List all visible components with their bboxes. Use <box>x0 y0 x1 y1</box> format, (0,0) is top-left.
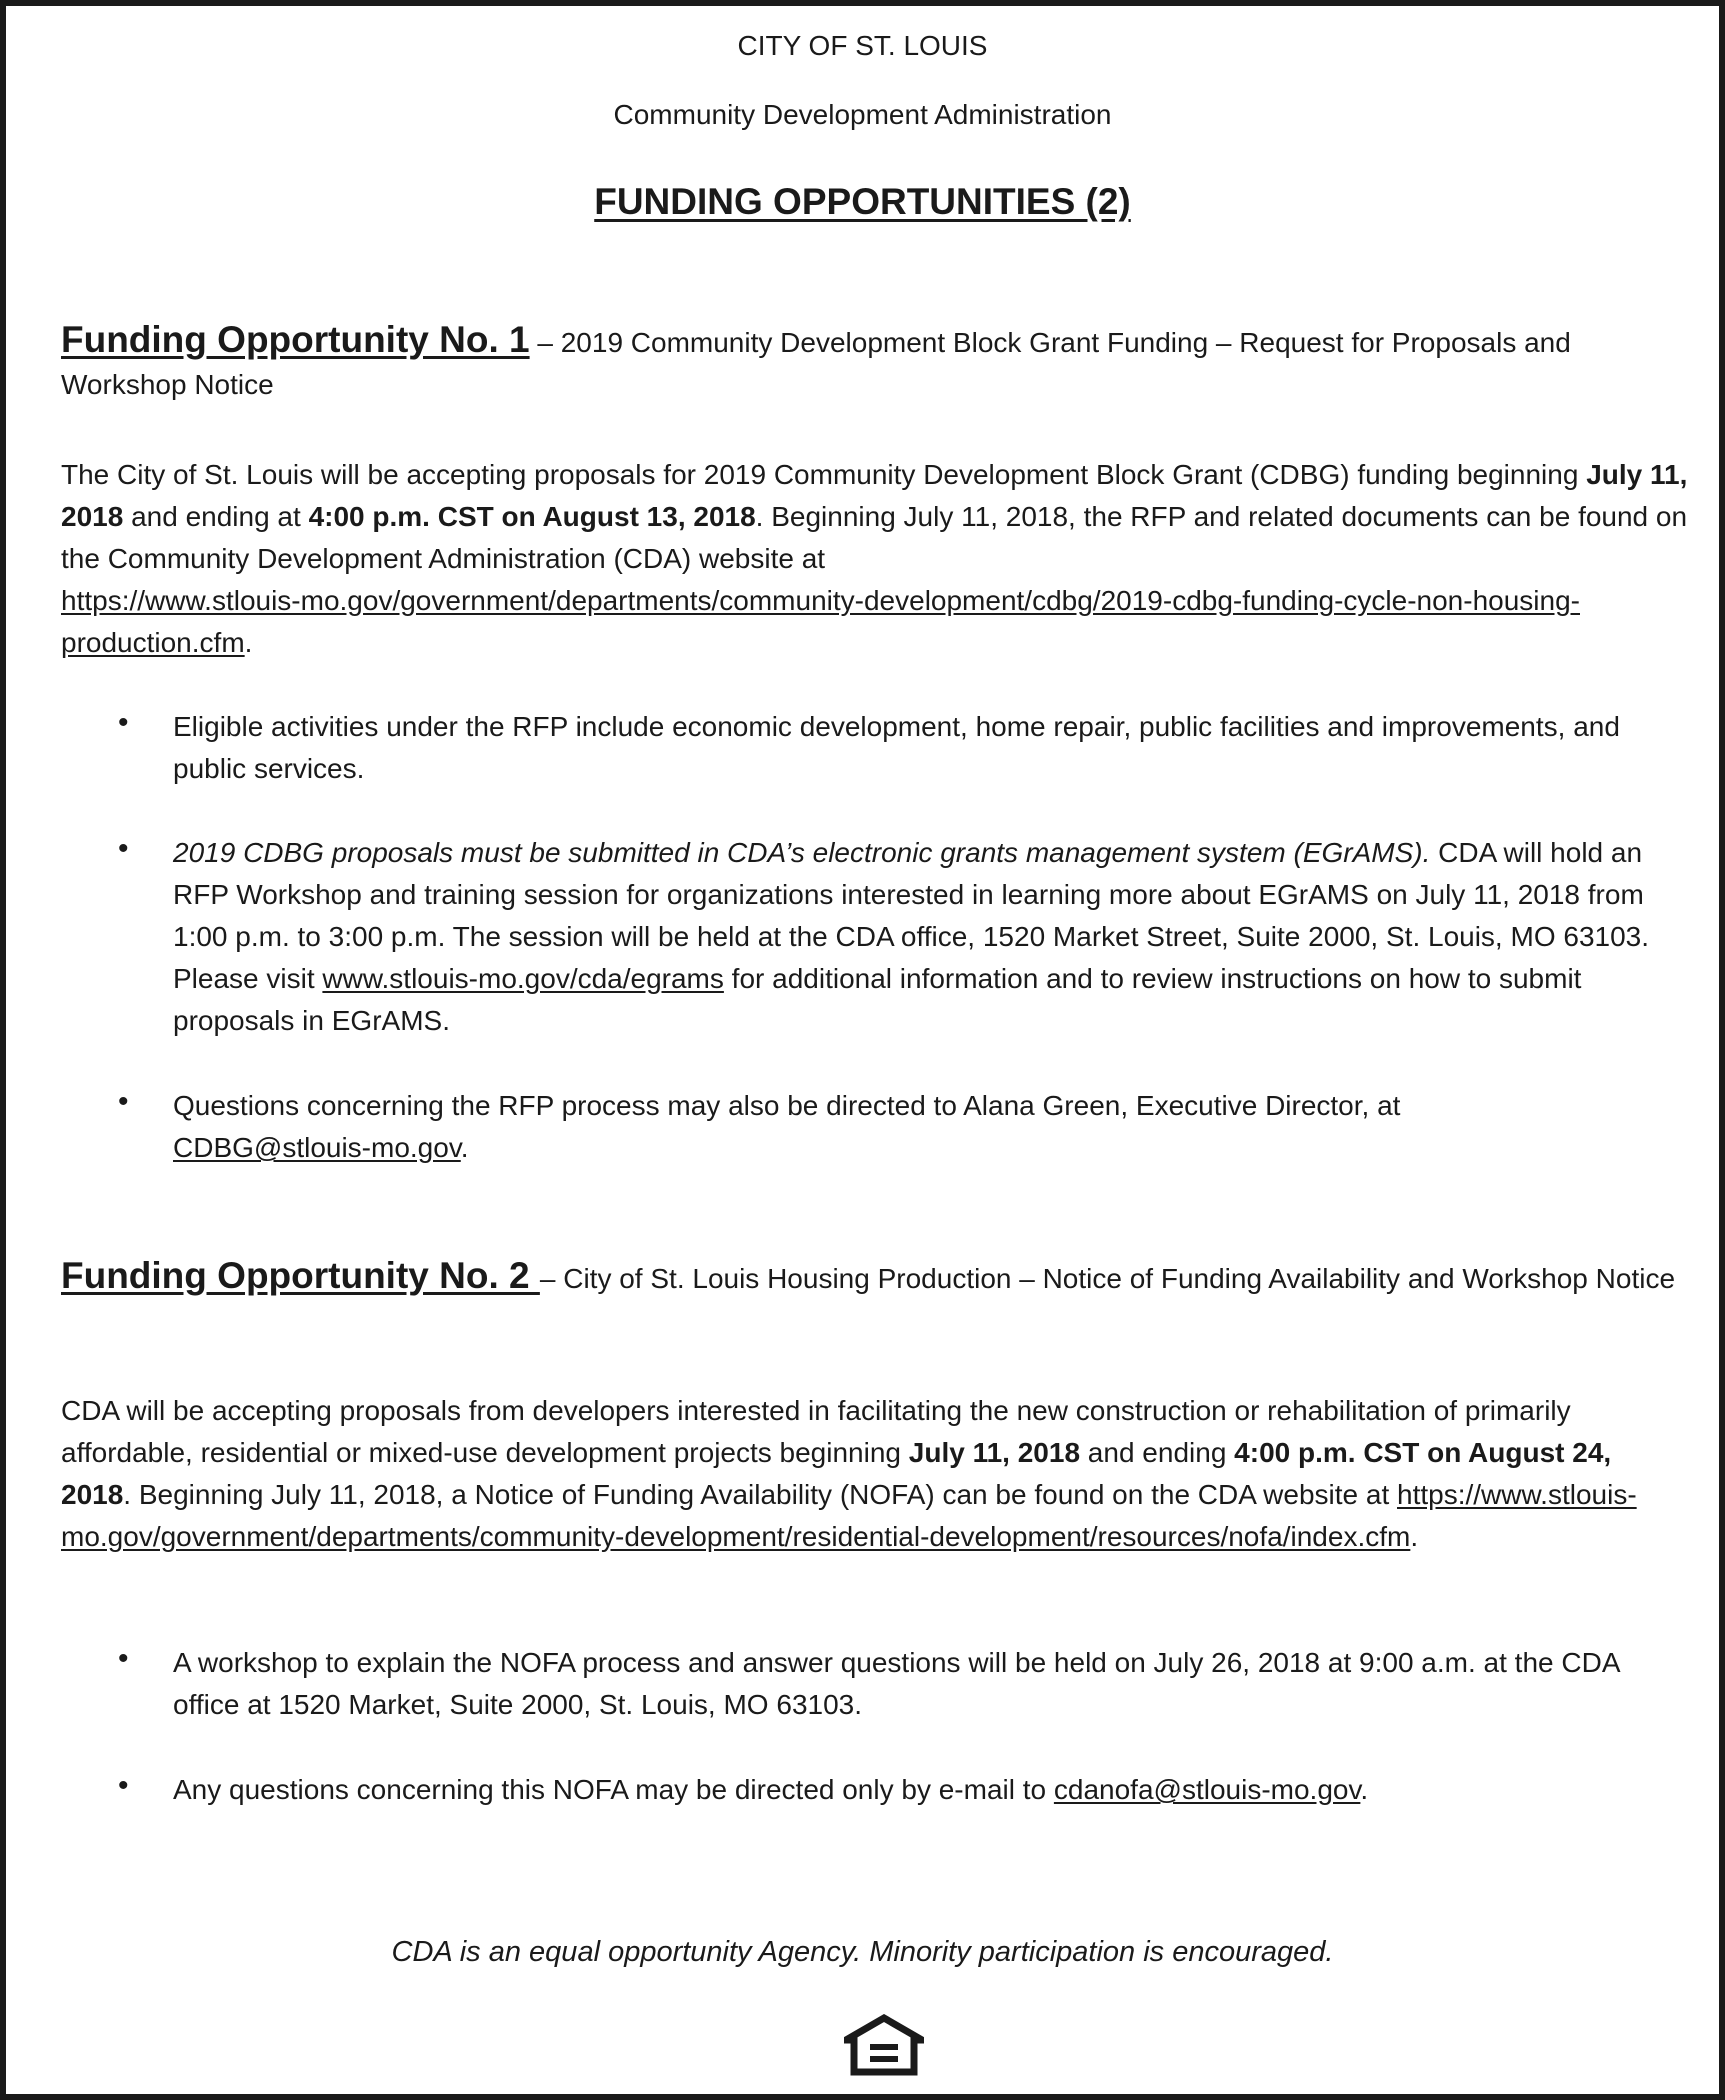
bullet-icon: • <box>118 1642 129 1675</box>
opportunity-1-text-b: and ending at <box>123 501 309 532</box>
opportunity-1-text-c: . Beginning July 11, 2018, the RFP and related documents can be found on the Community Development Administration (CDA) website at <box>61 501 1688 574</box>
page-title-text: FUNDING OPPORTUNITIES (2) <box>594 181 1131 222</box>
opportunity-2-start-date: July 11, 2018 <box>908 1437 1081 1468</box>
nofa-questions-text: Any questions concerning this NOFA may be directed only by e-mail to <box>173 1774 1054 1805</box>
opportunity-1-start-date: July 11, 2018 <box>61 459 1688 532</box>
opportunity-1-subtitle: – 2019 Community Development Block Grant Funding – Request for Proposals and Workshop Notice <box>61 327 1571 400</box>
opportunity-2-text-c: . Beginning July 11, 2018, a Notice of Funding Availability (NOFA) can be found on the CDA website at <box>123 1479 1398 1510</box>
bullet-icon: • <box>118 832 129 865</box>
opportunity-1-text-a: The City of St. Louis will be accepting proposals for 2019 Community Development Block Grant (CDBG) funding beginning <box>61 459 1587 490</box>
city-name: CITY OF ST. LOUIS <box>737 30 988 61</box>
opportunity-1-paragraph <box>61 454 1689 664</box>
opportunity-2-url-link[interactable]: https://www.stlouis-mo.gov/government/departments/community-development/residential-development/resources/nofa/index.cfm <box>61 1479 1637 1552</box>
workshop-details-end: for additional information and to review instructions on how to submit proposals in EGrAMS. <box>173 963 1582 1036</box>
opportunity-1-bullet-3 <box>173 1085 1691 1169</box>
opportunity-1-bullet-1: Eligible activities under the RFP include economic development, home repair, public facilities and improvements, and public services. <box>173 711 1620 784</box>
cdbg-email-link[interactable]: CDBG@stlouis-mo.gov <box>173 1132 461 1163</box>
equal-opportunity-note: CDA is an equal opportunity Agency. Minority participation is encouraged. <box>391 1936 1334 1968</box>
opportunity-1-heading <box>61 319 1689 406</box>
opportunity-1-deadline: 4:00 p.m. CST on August 13, 2018 <box>308 501 756 532</box>
nofa-questions-end: . <box>1360 1774 1369 1805</box>
egrams-notice: 2019 CDBG proposals must be submitted in CDA’s electronic grants management system (EGrAMS). <box>173 837 1431 868</box>
bullet-icon: • <box>118 1085 129 1118</box>
opportunity-2-bullet-1: A workshop to explain the NOFA process and answer questions will be held on July 26, 2018 at 9:00 a.m. at the CDA office at 1520 Market, Suite 2000, St. Louis, MO 63103. <box>173 1647 1619 1720</box>
opportunity-1-text-end: . <box>244 627 253 658</box>
opportunity-1-bullet-2 <box>173 832 1691 1042</box>
opportunity-2-label: Funding Opportunity No. 2 <box>61 1255 540 1296</box>
opportunity-1-url-link[interactable]: https://www.stlouis-mo.gov/government/departments/community-development/cdbg/2019-cdbg-funding-cycle-non-housing-production.cfm <box>61 585 1580 658</box>
opportunity-2-text-a: CDA will be accepting proposals from developers interested in facilitating the new construction or rehabilitation of primarily affordable, residential or mixed-use development projects beginning <box>61 1395 1571 1468</box>
equal-housing-icon <box>844 2014 924 2076</box>
agency-name: Community Development Administration <box>613 99 1112 130</box>
questions-end: . <box>460 1132 469 1163</box>
cdanofa-email-link[interactable]: cdanofa@stlouis-mo.gov <box>1053 1774 1361 1805</box>
opportunity-1-label: Funding Opportunity No. 1 <box>61 319 530 360</box>
opportunity-2-deadline: 4:00 p.m. CST on August 24, 2018 <box>61 1437 1612 1510</box>
egrams-link[interactable]: www.stlouis-mo.gov/cda/egrams <box>322 963 724 994</box>
opportunity-2-paragraph <box>61 1390 1689 1558</box>
page-title <box>6 181 1719 223</box>
bullet-icon: • <box>118 706 129 739</box>
questions-text: Questions concerning the RFP process may also be directed to Alana Green, Executive Director, at <box>173 1090 1401 1121</box>
opportunity-2-text-end: . <box>1410 1521 1419 1552</box>
opportunity-2-subtitle: – City of St. Louis Housing Production – Notice of Funding Availability and Workshop Notice <box>539 1263 1676 1294</box>
opportunity-2-bullet-2 <box>173 1769 1691 1811</box>
opportunity-2-text-b: and ending <box>1080 1437 1235 1468</box>
bullet-icon: • <box>118 1769 129 1802</box>
opportunity-2-heading <box>61 1255 1689 1300</box>
workshop-details: CDA will hold an RFP Workshop and training session for organizations interested in learning more about EGrAMS on July 11, 2018 from 1:00 p.m. to 3:00 p.m. The session will be held at the CDA office, 1520 Market Street, Suite 2000, St. Louis, MO 63103. Please visit <box>173 837 1650 994</box>
